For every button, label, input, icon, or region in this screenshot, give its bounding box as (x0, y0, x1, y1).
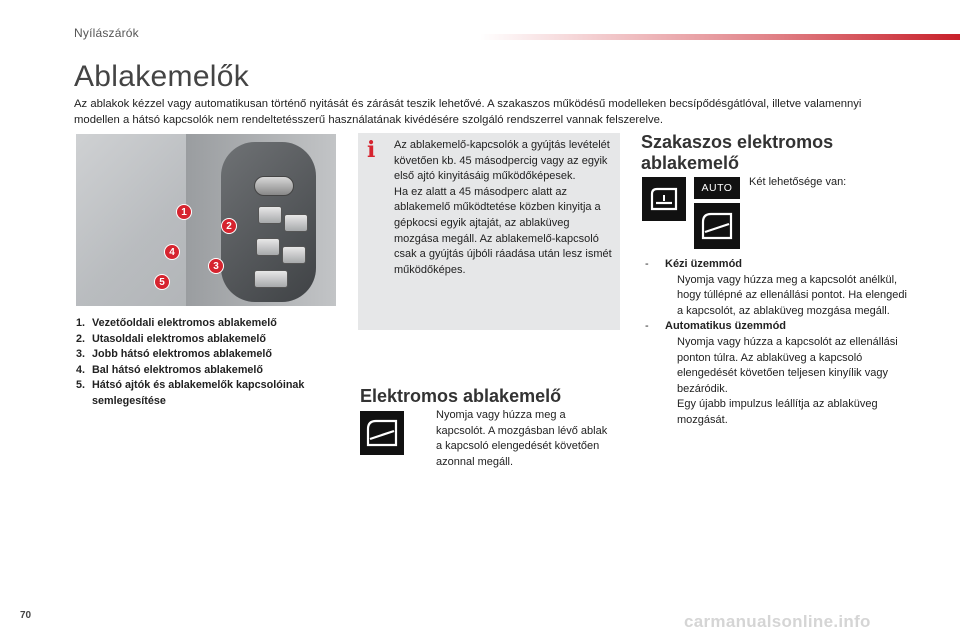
legend-text: Bal hátsó elektromos ablakemelő (92, 363, 264, 376)
finger-bullet-icon (665, 397, 677, 428)
electric-window-heading: Elektromos ablakemelő (360, 386, 562, 406)
finger-bullet-icon (665, 335, 677, 397)
legend-text: Jobb hátsó elektromos ablakemelő (92, 348, 273, 360)
mode-title (645, 257, 915, 273)
legend-item (76, 363, 346, 379)
options-text: Két lehetősége van: (749, 176, 847, 188)
window-switch-3 (282, 246, 306, 264)
legend-number: 5. (76, 379, 86, 391)
switch-legend (76, 316, 346, 409)
watermark: carmanualsonline.info (684, 612, 871, 631)
electric-window-description: Nyomja vagy húzza meg a kapcsolót. A mozgásban lévő ablak a kapcsoló elengedését követően azonnal megáll. (436, 409, 608, 468)
page-number: 70 (20, 610, 32, 621)
sequential-window-heading: Szakaszos elektromos ablakemelő (641, 132, 834, 173)
window-switch-icon (694, 203, 740, 249)
automatic-mode-title: Automatikus üzemmód (665, 320, 787, 333)
finger-bullet-icon (665, 273, 677, 320)
operating-modes (645, 257, 915, 429)
header-accent-bar (480, 34, 960, 40)
window-switch-icon (360, 411, 404, 455)
window-switch-5 (254, 270, 288, 288)
section-title: Nyílászárók (74, 26, 139, 40)
info-box (358, 133, 620, 330)
legend-number: 1. (76, 317, 86, 329)
intro-paragraph: Az ablakok kézzel vagy automatikusan történő nyitását és zárását teszik lehetővé. A szakaszos működésű modelleken becsípődésgátlóval, illetve valamennyi modellen a hátsó kapcsolók nem rendeltetésszerű használatának kivédésére szolgáló rendszerrel vannak felszerelve. (74, 98, 862, 126)
mode-item-text: Egy újabb impulzus leállítja az ablaküveg mozgását. (677, 398, 878, 426)
mode-title (645, 319, 915, 335)
legend-text: Utasoldali elektromos ablakemelő (92, 332, 267, 345)
legend-text: Vezetőoldali elektromos ablakemelő (92, 317, 277, 329)
mirror-switch (254, 176, 294, 196)
info-icon: i (367, 137, 376, 163)
callout-badge: 1 (176, 204, 192, 220)
mode-item-text: Nyomja vagy húzza meg a kapcsolót anélkül, hogy túllépné az ellenállási pontot. Ha elengedi a kapcsolót, az ablaküveg mozgása megáll. (677, 273, 907, 317)
legend-number: 2. (76, 332, 86, 345)
window-switch-2 (284, 214, 308, 232)
callout-badge: 4 (164, 244, 180, 260)
manual-mode-title: Kézi üzemmód (665, 258, 743, 270)
legend-item (76, 316, 346, 332)
legend-number: 4. (76, 363, 86, 376)
auto-label: AUTO (694, 177, 740, 199)
legend-item (76, 347, 346, 363)
info-text: Az ablakemelő-kapcsolók a gyújtás levételét követően kb. 45 másodpercig vagy az egyik első ajtó kinyitásáig működőképesek. Ha ez alatt a 45 másodperc alatt az ablakemelő működtetése közben kinyitja a gépkocsi egyik ajtaját, az ablaküveg mozgása megáll. Az ablakemelő-kapcsoló csak a gyújtás újbóli ráadása után lesz ismét működőképes. (394, 139, 612, 276)
dash-marker: - (645, 258, 649, 270)
mode-item (645, 273, 915, 320)
mode-item (645, 335, 915, 397)
legend-item (76, 332, 346, 348)
legend-text: Hátsó ajtók és ablakemelők kapcsolóinak semlegesítése (92, 379, 305, 407)
window-switch-4 (256, 238, 280, 256)
door-switch-photo (76, 134, 336, 306)
legend-number: 3. (76, 348, 86, 360)
window-switch-1 (258, 206, 282, 224)
legend-item (76, 378, 346, 409)
mode-item (645, 397, 915, 428)
callout-badge: 5 (154, 274, 170, 290)
mode-item-text: Nyomja vagy húzza a kapcsolót az ellenállási ponton túlra. Az ablaküveg a kapcsoló elengedését követően teljesen kinyílik vagy bezáródik. (677, 335, 898, 395)
callout-badge: 2 (221, 218, 237, 234)
dash-marker: - (645, 320, 649, 333)
page-title: Ablakemelők (74, 60, 250, 93)
callout-badge: 3 (208, 258, 224, 274)
electric-window-text (418, 408, 614, 470)
auto-window-switch-icon (642, 177, 686, 221)
